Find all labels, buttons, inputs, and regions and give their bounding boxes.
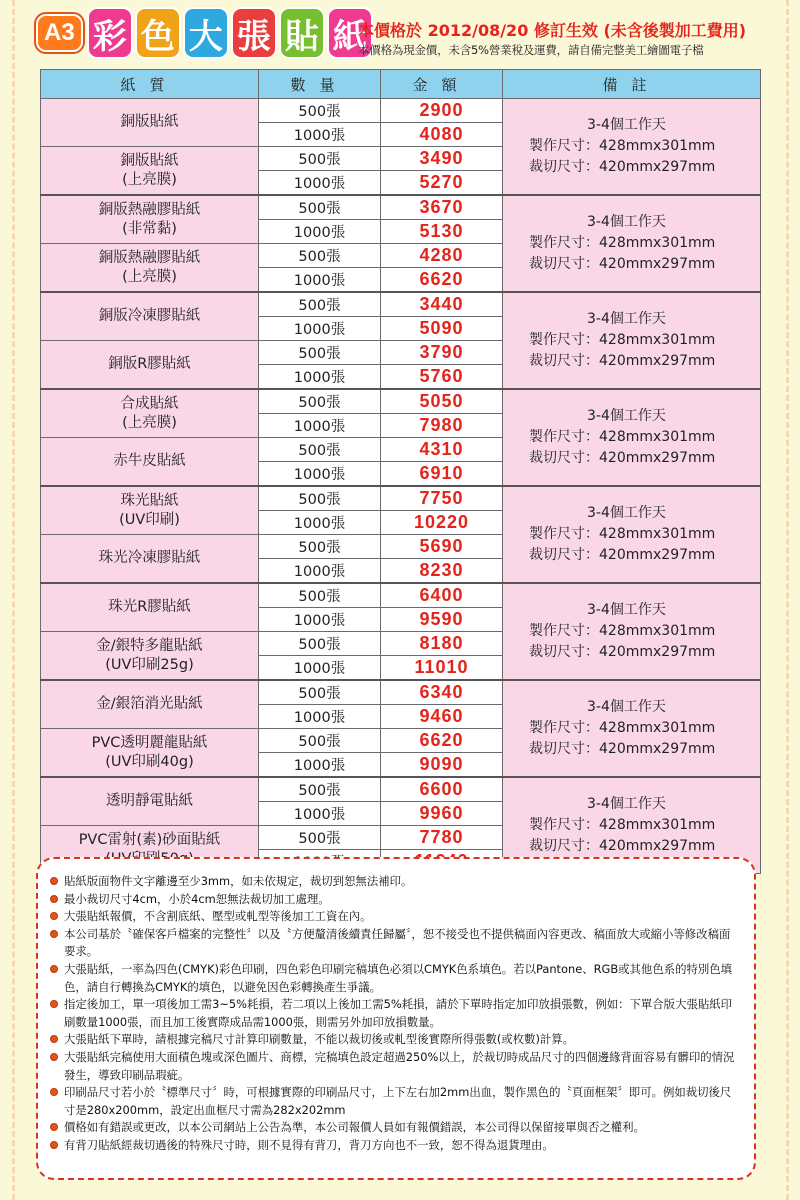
remarks-cell [503,292,761,389]
logo-char: 色 [135,7,181,59]
paper-type-cell: 金/銀箔消光貼紙 [41,680,259,729]
note-text: 大張貼紙，一率為四色(CMYK)彩色印刷，四色彩色印刷完稿填色必須以CMYK色系填色。若以Pantone、RGB或其他色系的特別色填色，請自行轉換為CMYK的填色，以避免因色彩轉換產生爭議。 [64,961,733,994]
price-table [40,69,761,874]
bullet-icon [50,1123,58,1131]
price-cell: 6400 [381,583,503,608]
header-amount: 金額 [381,70,503,99]
note-item [50,1031,740,1049]
note-item [50,1119,740,1137]
quantity-cell: 500張 [259,535,381,559]
price-cell: 6600 [381,777,503,802]
paper-type-cell: 銅版R膠貼紙 [41,341,259,390]
remark-line: 3-4個工作天 [587,214,666,230]
table-row [41,486,761,511]
note-item [50,1137,740,1155]
price-cell: 5090 [381,317,503,341]
quantity-cell: 500張 [259,729,381,753]
price-cell: 8180 [381,632,503,656]
note-text: 大張貼紙報價，不含割底紙、壓型或軋型等後加工工資在內。 [64,909,372,924]
note-text: 本公司基於〝確保客戶檔案的完整性〞以及〝方便釐清後續責任歸屬〞，恕不接受也不提供稿面內容更改、稿面放大或縮小等修改稿面要求。 [64,926,731,959]
bullet-icon [50,1053,58,1061]
bullet-icon [50,1035,58,1043]
price-cell: 3440 [381,292,503,317]
remarks-cell [503,486,761,583]
logo-char: 貼 [279,7,325,59]
price-cell: 11010 [381,656,503,681]
price-cell: 5050 [381,389,503,414]
quantity-cell: 1000張 [259,559,381,584]
price-cell: 4280 [381,244,503,268]
remark-line: 3-4個工作天 [587,408,666,424]
price-cell: 5760 [381,365,503,390]
table-row [41,195,761,220]
quantity-cell: 1000張 [259,365,381,390]
note-item [50,961,740,996]
bullet-icon [50,965,58,973]
note-item [50,891,740,909]
table-row [41,99,761,123]
bullet-icon [50,895,58,903]
remark-line: 製作尺寸：428mmx301mm [529,429,716,445]
table-row [41,389,761,414]
quantity-cell: 1000張 [259,462,381,487]
quantity-cell: 1000張 [259,753,381,778]
remark-line: 製作尺寸：428mmx301mm [529,138,716,154]
price-cell: 9960 [381,802,503,826]
bullet-icon [50,1088,58,1096]
remark-line: 製作尺寸：428mmx301mm [529,235,716,251]
quantity-cell: 500張 [259,583,381,608]
quantity-cell: 1000張 [259,220,381,244]
paper-type-cell: PVC雷射(素)砂面貼紙 [41,826,259,874]
remark-line: 裁切尺寸：420mmx297mm [529,450,716,466]
quantity-cell: 500張 [259,244,381,268]
remarks-cell [503,389,761,486]
remarks-cell [503,99,761,196]
table-header-row [41,70,761,99]
logo-char: 大 [183,7,229,59]
paper-type-cell: 赤牛皮貼紙 [41,438,259,487]
bullet-icon [50,912,58,920]
bullet-icon [50,1000,58,1008]
table-row [41,292,761,317]
remarks-cell [503,680,761,777]
price-cell: 5270 [381,171,503,196]
header-remarks: 備註 [503,70,761,99]
paper-type-cell: 銅版熱融膠貼紙 (非常黏) [41,195,259,244]
remark-line: 製作尺寸：428mmx301mm [529,720,716,736]
price-table-container [40,69,760,874]
remark-line: 裁切尺寸：420mmx297mm [529,353,716,369]
price-cell: 4310 [381,438,503,462]
remark-line: 裁切尺寸：420mmx297mm [529,741,716,757]
note-text: 大張貼紙下單時，請根據完稿尺寸計算印刷數量，不能以裁切後或軋型後實際所得張數(或枚數)計算。 [64,1032,575,1047]
logo-char: 紙 [327,7,373,59]
note-text: 指定後加工，單一項後加工需3~5%耗損，若二項以上後加工需5%耗損，請於下單時指定加印放損張數，例如：下單合版大張貼紙印刷數量1000張，而且加工後實際成品需1000張，則需另外加印放損數量。 [64,997,733,1029]
logo-char: 張 [231,7,277,59]
paper-type-cell: PVC透明麗龍貼紙 (UV印刷40g) [41,729,259,778]
note-text: 有背刀貼紙經裁切過後的特殊尺寸時，則不見得有背刀，背刀方向也不一致，恕不得為退貨理由。 [64,1137,554,1152]
quantity-cell: 500張 [259,292,381,317]
price-cell: 10220 [381,511,503,535]
remark-line: 3-4個工作天 [587,602,666,618]
note-item [50,926,740,961]
price-cell: 3670 [381,195,503,220]
quantity-cell: 500張 [259,147,381,171]
quantity-cell: 1000張 [259,414,381,438]
note-item [50,996,740,1031]
price-cell: 3490 [381,147,503,171]
price-terms-line: 本價格為現金價，未含5%營業稅及運費，請自備完整美工繪圖電子檔 [358,43,704,57]
price-cell: 6910 [381,462,503,487]
paper-type-cell: 銅版貼紙 (上亮膜) [41,147,259,196]
note-text: 價格如有錯誤或更改，以本公司網站上公告為準，本公司報價人員如有報價錯誤，本公司得以保留接單與否之權利。 [64,1120,645,1135]
remark-line: 製作尺寸：428mmx301mm [529,526,716,542]
quantity-cell: 1000張 [259,608,381,632]
paper-type-cell: 透明靜電貼紙 [41,777,259,826]
note-item [50,1084,740,1119]
price-cell: 7980 [381,414,503,438]
quantity-cell: 500張 [259,99,381,123]
quantity-cell: 1000張 [259,268,381,293]
paper-type-cell: 銅版冷凍膠貼紙 [41,292,259,341]
quantity-cell: 500張 [259,826,381,850]
quantity-cell: 500張 [259,341,381,365]
quantity-cell: 500張 [259,195,381,220]
title-logo [36,4,373,62]
paper-type-cell: 珠光貼紙 (UV印刷) [41,486,259,535]
quantity-cell: 1000張 [259,802,381,826]
remark-line: 3-4個工作天 [587,699,666,715]
paper-type-cell: 合成貼紙 (上亮膜) [41,389,259,438]
price-cell: 6620 [381,268,503,293]
note-text: 印刷品尺寸若小於〝標準尺寸〞時，可根據實際的印刷品尺寸，上下左右加2mm出血，製作黑色的〝頁面框架〞即可。例如裁切後尺寸是280x200mm，設定出血框尺寸需為282x202mm [64,1085,732,1117]
paper-type-cell: 銅版熱融膠貼紙 (上亮膜) [41,244,259,293]
paper-type-cell: 珠光冷凍膠貼紙 [41,535,259,584]
quantity-cell: 500張 [259,777,381,802]
note-text: 最小裁切尺寸4cm，小於4cm恕無法裁切加工處理。 [64,891,330,906]
quantity-cell: 1000張 [259,171,381,196]
price-cell: 6340 [381,680,503,705]
note-item [50,873,740,891]
table-row [41,680,761,705]
remark-line: 製作尺寸：428mmx301mm [529,817,716,833]
paper-type-cell: 金/銀特多龍貼紙 (UV印刷25g) [41,632,259,681]
quantity-cell: 1000張 [259,123,381,147]
price-cell: 6620 [381,729,503,753]
paper-type-cell: 珠光R膠貼紙 [41,583,259,632]
quantity-cell: 500張 [259,680,381,705]
remark-line: 裁切尺寸：420mmx297mm [529,547,716,563]
price-cell: 5690 [381,535,503,559]
quantity-cell: 1000張 [259,656,381,681]
remark-line: 3-4個工作天 [587,796,666,812]
remark-line: 3-4個工作天 [587,311,666,327]
remark-line: 3-4個工作天 [587,117,666,133]
paper-type-cell: 銅版貼紙 [41,99,259,147]
price-cell: 8230 [381,559,503,584]
price-cell: 9590 [381,608,503,632]
note-item [50,908,740,926]
effective-date-line: 本價格於 2012/08/20 修訂生效 (未含後製加工費用) [358,21,747,40]
table-row [41,777,761,802]
remark-line: 3-4個工作天 [587,505,666,521]
header-quantity: 數量 [259,70,381,99]
remark-line: 製作尺寸：428mmx301mm [529,332,716,348]
quantity-cell: 1000張 [259,317,381,341]
remark-line: 裁切尺寸：420mmx297mm [529,159,716,175]
notes-box [36,857,756,1180]
quantity-cell: 500張 [259,486,381,511]
remark-line: 裁切尺寸：420mmx297mm [529,644,716,660]
logo-a3: A3 [36,14,83,52]
price-cell: 9090 [381,753,503,778]
quantity-cell: 500張 [259,438,381,462]
remarks-cell [503,583,761,680]
bullet-icon [50,877,58,885]
logo-chars [85,7,373,59]
bullet-icon [50,930,58,938]
table-row [41,583,761,608]
price-cell: 7750 [381,486,503,511]
quantity-cell: 1000張 [259,705,381,729]
price-cell: 5130 [381,220,503,244]
quantity-cell: 1000張 [259,511,381,535]
page-header [36,4,800,66]
note-text: 大張貼紙完稿使用大面積色塊或深色圖片、商標，完稿填色設定超過250%以上，於裁切時成品尺寸的四個邊緣背面容易有髒印的情況發生，導致印刷品瑕疵。 [64,1049,735,1082]
remarks-cell [503,195,761,292]
quantity-cell: 500張 [259,389,381,414]
remark-line: 裁切尺寸：420mmx297mm [529,838,716,854]
bullet-icon [50,1141,58,1149]
remark-line: 製作尺寸：428mmx301mm [529,623,716,639]
quantity-cell: 500張 [259,632,381,656]
note-item [50,1049,740,1084]
table-body [41,99,761,874]
price-cell: 9460 [381,705,503,729]
price-cell: 3790 [381,341,503,365]
price-cell: 4080 [381,123,503,147]
header-paper: 紙質 [41,70,259,99]
note-text: 貼紙版面物件文字離邊至少3mm，如未依規定，裁切到恕無法補印。 [64,874,413,888]
stripe [12,0,15,1200]
remark-line: 裁切尺寸：420mmx297mm [529,256,716,272]
price-cell: 7780 [381,826,503,850]
price-cell: 2900 [381,99,503,123]
stripe [786,0,789,1200]
logo-char: 彩 [87,7,133,59]
